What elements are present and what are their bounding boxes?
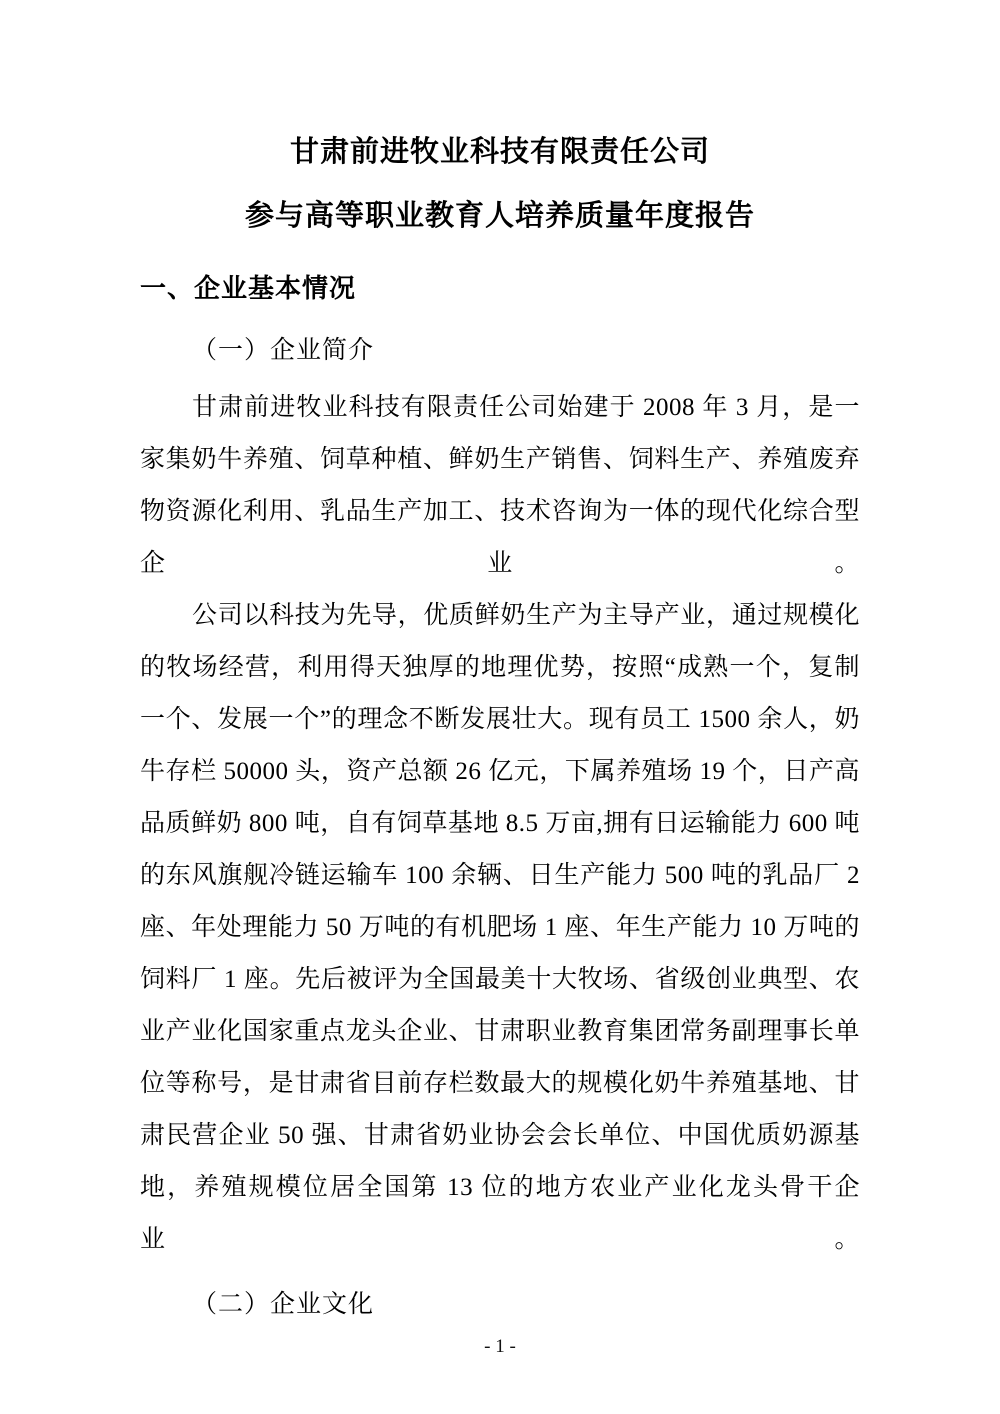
paragraph-company-intro: 甘肃前进牧业科技有限责任公司始建于 2008 年 3 月，是一家集奶牛养殖、饲草种植、鲜奶生产销售、饲料生产、养殖废弃物资源化利用、乳品生产加工、技术咨询为一体的现代化综合型企业。 (140, 394, 860, 577)
page-number: - 1 - (484, 1336, 516, 1357)
subsection-heading-company-intro: （一）企业简介 (192, 337, 375, 364)
paragraph-spacer (140, 1266, 860, 1274)
paragraph-company-scale: 公司以科技为先导，优质鲜奶生产为主导产业，通过规模化的牧场经营，利用得天独厚的地理优势，按照“成熟一个，复制一个、发展一个”的理念不断发展壮大。现有员工 1500 余人，奶牛存栏 50000 头，资产总额 26 亿元，下属养殖场 19 个，日产高品质鲜奶 800 吨，自有饲草基地 8.5 万亩,拥有日运输能力 600 吨的东风旗舰冷链运输车 100 余辆、日生产能力 500 吨的乳品厂 2 座、年处理能力 50 万吨的有机肥场 1 座、年生产能力 10 万吨的饲料厂 1 座。先后被评为全国最美十大牧场、省级创业典型、农业产业化国家重点龙头企业、甘肃职业教育集团常务副理事长单位等称号，是甘肃省目前存栏数最大的规模化奶牛养殖基地、甘肃民营企业 50 强、甘肃省奶业协会会长单位、中国优质奶源基地，养殖规模位居全国第 13 位的地方农业产业化龙头骨干企业。 (140, 602, 860, 1253)
section-heading-company-overview: 一、企业基本情况 (140, 274, 357, 303)
page-title-line-2: 参与高等职业教育人培养质量年度报告 (244, 200, 755, 232)
page-title-line-1: 甘肃前进牧业科技有限责任公司 (289, 136, 710, 168)
subsection-heading-company-culture: （二）企业文化 (192, 1291, 375, 1318)
